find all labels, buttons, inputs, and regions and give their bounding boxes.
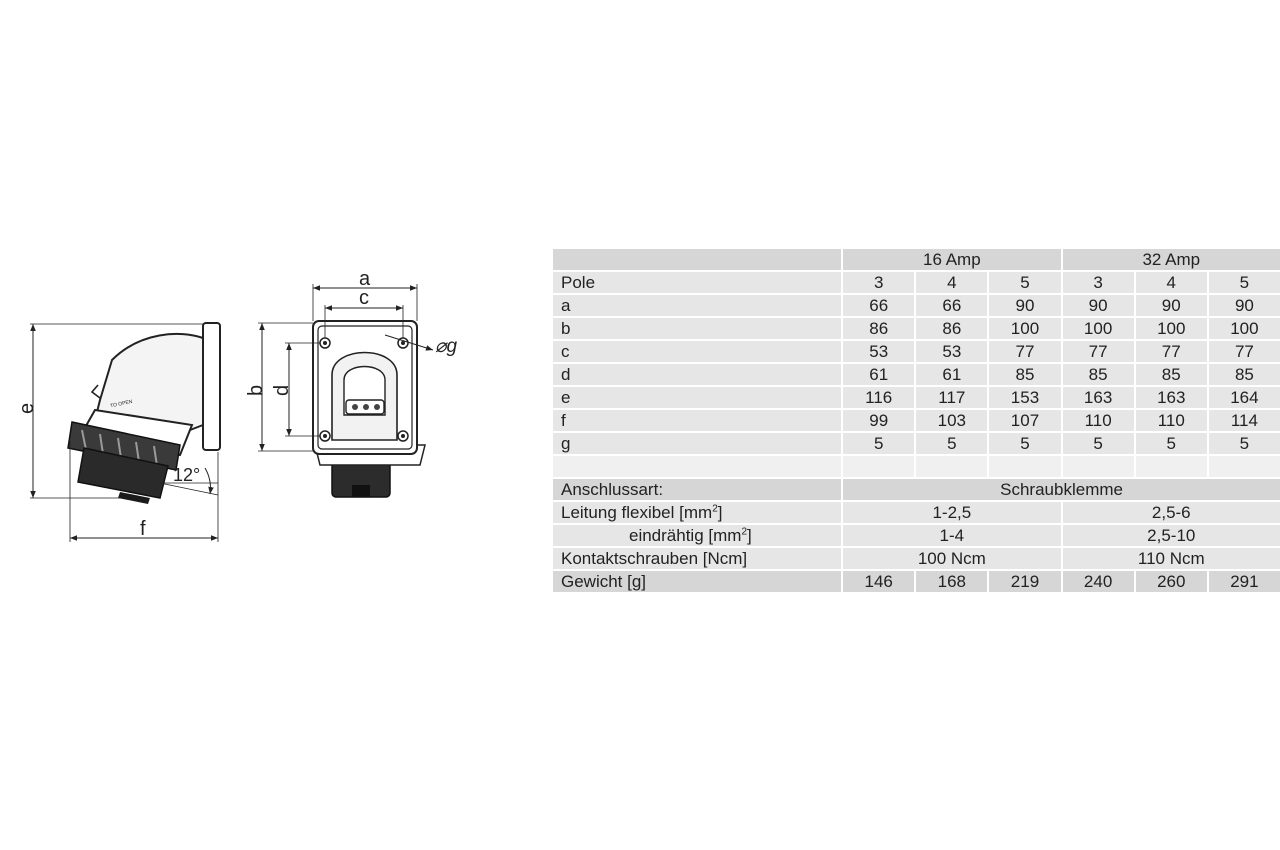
group-16a: 16 Amp	[841, 249, 1060, 270]
pole-label: Pole	[553, 272, 841, 293]
dim-row-g: g 5 5 5 5 5 5	[553, 433, 1280, 454]
front-view	[245, 268, 457, 497]
spec-table	[553, 247, 1280, 594]
connection-row	[553, 479, 1280, 500]
side-lid	[92, 385, 100, 398]
dim-row-c: c 53 53 77 77 77 77	[553, 341, 1280, 362]
group-header-row	[553, 249, 1280, 270]
label-angle: 12°	[173, 465, 201, 485]
pole-row: Pole 3 4 5 3 4 5	[553, 272, 1280, 293]
weight-row: Gewicht [g] 146 168 219 240 260 291	[553, 571, 1280, 592]
group-32a: 32 Amp	[1061, 249, 1280, 270]
technical-drawing	[0, 0, 540, 850]
dim-row-d: d 61 61 85 85 85 85	[553, 364, 1280, 385]
cable-solid-label: eindrähtig $[mm^2]$	[553, 525, 841, 546]
side-wall-plate	[203, 323, 220, 450]
cable-solid-row: eindrähtig $[mm^2]$ 1-4 2,5-10	[553, 525, 1280, 546]
label-g: ⌀g	[435, 336, 458, 357]
cable-flexible-row: Leitung flexibel $[mm^2]$ 1-2,5 2,5-6	[553, 502, 1280, 523]
side-view	[16, 323, 220, 542]
connection-value: Schraubklemme	[841, 479, 1280, 500]
cable-flexible-label: Leitung flexibel $[mm^2]$	[553, 502, 841, 523]
contact-screws-label: Kontaktschrauben [Ncm]	[553, 548, 841, 569]
label-f: f	[140, 518, 146, 540]
weight-label: Gewicht [g]	[553, 571, 841, 592]
dim-row-e: e 116 117 153 163 163 164	[553, 387, 1280, 408]
label-a: a	[359, 268, 371, 290]
label-e: e	[16, 402, 38, 414]
label-c: c	[359, 287, 369, 309]
label-b: b	[245, 384, 267, 396]
housing-text: TO OPEN	[109, 398, 133, 410]
dim-row-b: b 86 86 100 100 100 100	[553, 318, 1280, 339]
dim-row-a: a 66 66 90 90 90 90	[553, 295, 1280, 316]
spacer-row	[553, 456, 1280, 477]
label-d: d	[271, 384, 293, 396]
contact-screws-row: Kontaktschrauben [Ncm] 100 Ncm 110 Ncm	[553, 548, 1280, 569]
dim-row-f: f 99 103 107 110 110 114	[553, 410, 1280, 431]
connection-label: Anschlussart:	[553, 479, 841, 500]
